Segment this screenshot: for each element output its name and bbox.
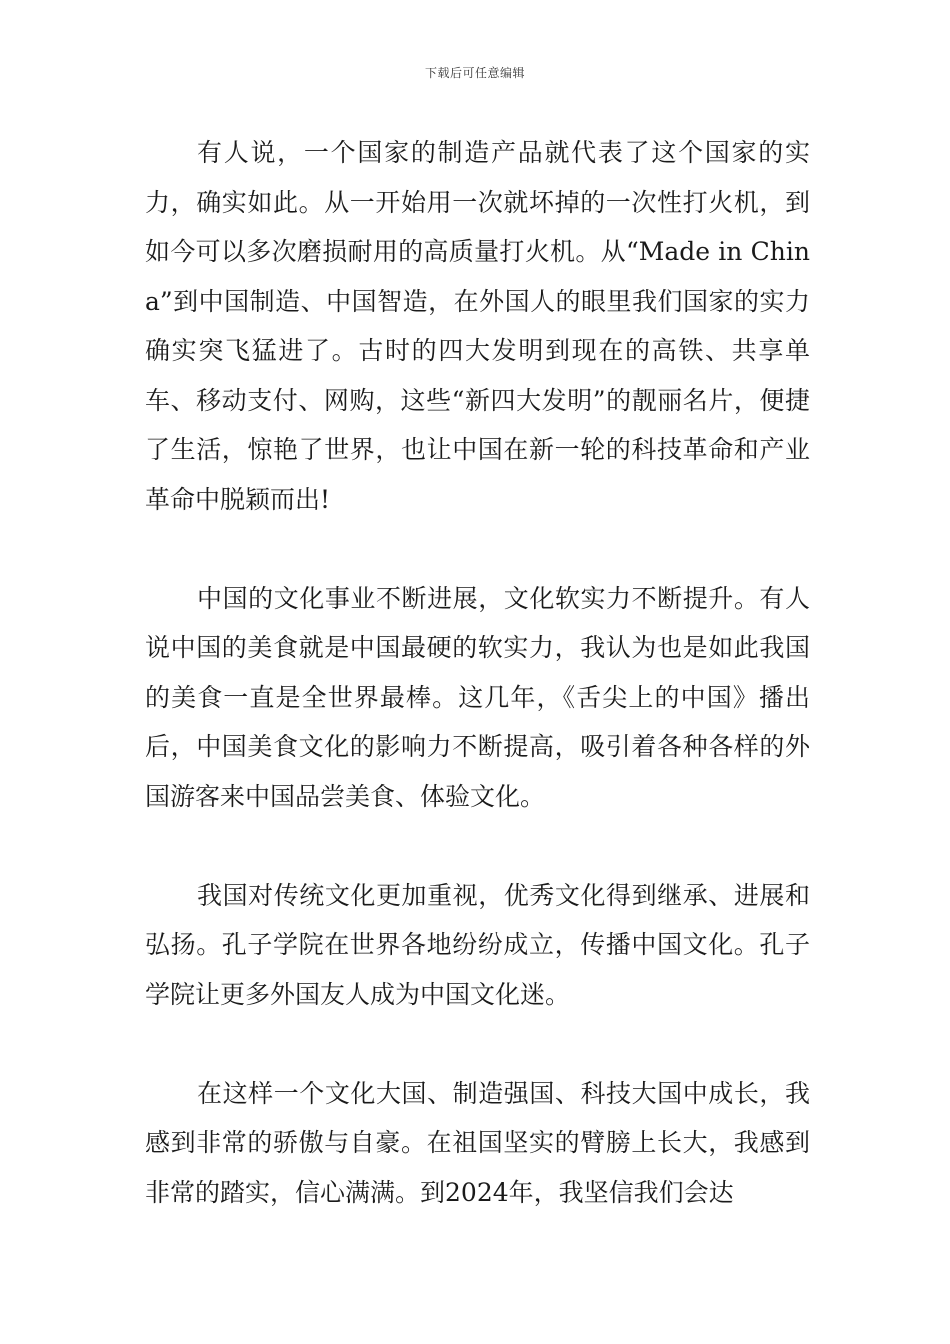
paragraph-gap — [145, 1019, 810, 1069]
header-note: 下载后可任意编辑 — [424, 66, 525, 80]
paragraph-gap — [145, 821, 810, 871]
paragraph-manufacturing: 有人说，一个国家的制造产品就代表了这个国家的实力，确实如此。从一开始用一次就坏掉的一次性打火机，到如今可以多次磨损耐用的高质量打火机。从“Made in China”到中国制造、中国智造，在外国人的眼里我们国家的实力确实突飞猛进了。古时的四大发明到现在的高铁、共享单车、移动支付、网购，这些“新四大发明”的靓丽名片，便捷了生活，惊艳了世界，也让中国在新一轮的科技革命和产业革命中脱颖而出! — [145, 138, 810, 514]
paragraph-gap — [145, 524, 810, 574]
paragraph-tradition: 我国对传统文化更加重视，优秀文化得到继承、进展和弘扬。孔子学院在世界各地纷纷成立，传播中国文化。孔子学院让更多外国友人成为中国文化迷。 — [145, 880, 810, 1009]
paragraph-culture: 中国的文化事业不断进展，文化软实力不断提升。有人说中国的美食就是中国最硬的软实力，我认为也是如此我国的美食一直是全世界最棒。这几年，《舌尖上的中国》播出后，中国美食文化的影响力不断提高，吸引着各种各样的外国游客来中国品尝美食、体验文化。 — [145, 583, 810, 811]
document-body — [145, 128, 810, 1217]
paragraph-pride: 在这样一个文化大国、制造强国、科技大国中成长，我感到非常的骄傲与自豪。在祖国坚实的臂膀上长大，我感到非常的踏实，信心满满。到2024年，我坚信我们会达 — [145, 1078, 810, 1207]
